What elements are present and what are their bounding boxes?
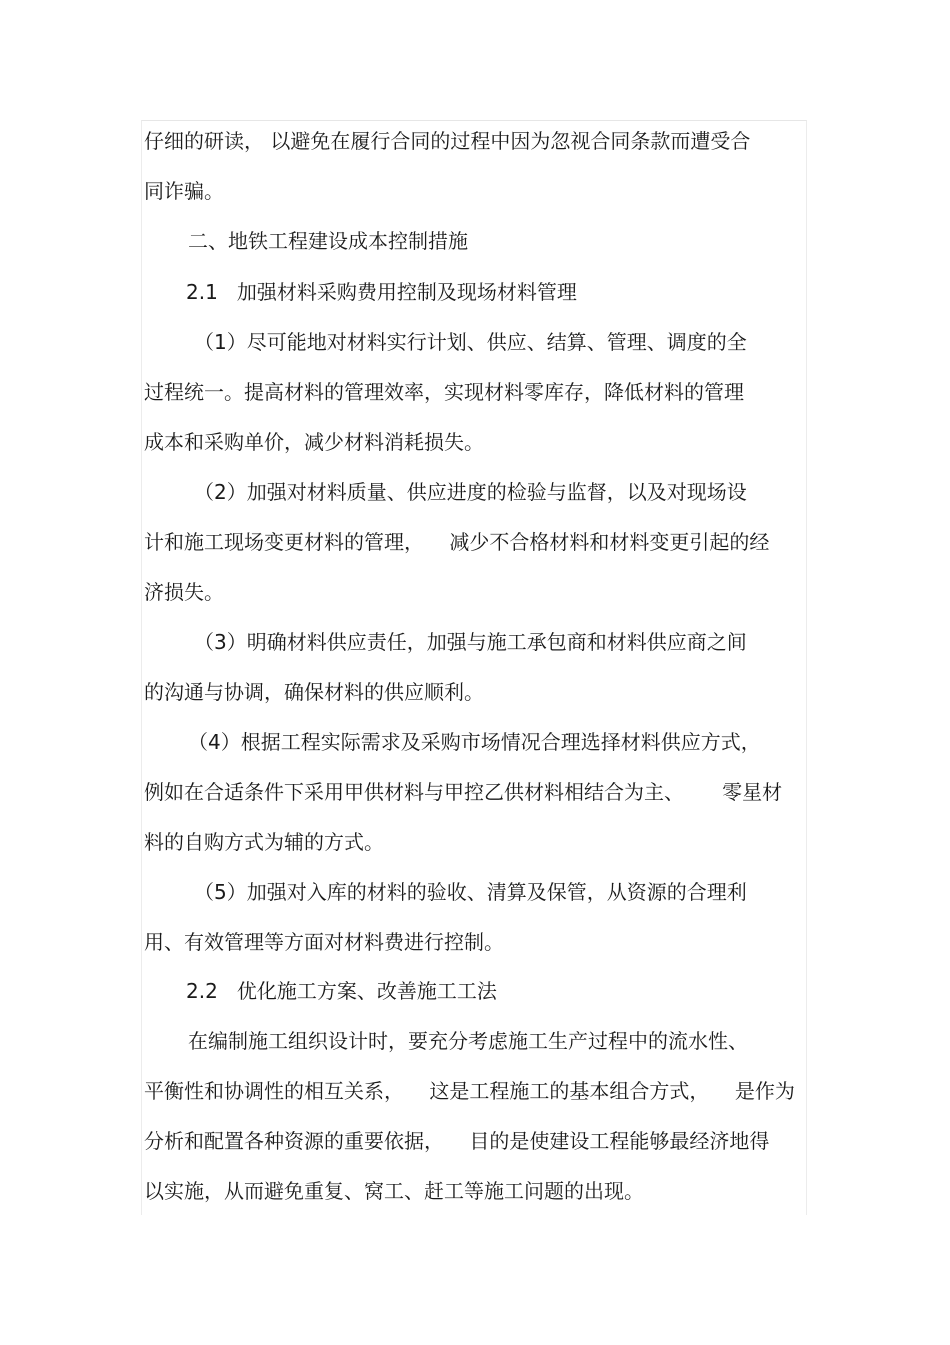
- body-text-line: 以实施，从而避免重复、窝工、赶工等施工问题的出现。: [144, 1179, 644, 1203]
- section-heading: 二、地铁工程建设成本控制措施: [188, 229, 468, 253]
- body-text-line: 过程统一。提高材料的管理效率，实现材料零库存，降低材料的管理: [144, 380, 744, 404]
- body-text-line: （3）明确材料供应责任，加强与施工承包商和材料供应商之间: [194, 630, 747, 654]
- body-text-line: 平衡性和协调性的相互关系， 这是工程施工的基本组合方式， 是作为: [144, 1079, 795, 1103]
- body-text-line: 分析和配置各种资源的重要依据， 目的是使建设工程能够最经济地得: [144, 1129, 770, 1153]
- body-text-line: 计和施工现场变更材料的管理， 减少不合格材料和材料变更引起的经: [144, 530, 770, 554]
- body-text-line: 成本和采购单价，减少材料消耗损失。: [144, 430, 484, 454]
- body-text-line: （4）根据工程实际需求及采购市场情况合理选择材料供应方式，: [188, 730, 761, 754]
- subsection-heading: 2.2 优化施工方案、改善施工工法: [186, 979, 497, 1003]
- body-text-line: 济损失。: [144, 580, 224, 604]
- body-text-line: 例如在合适条件下采用甲供材料与甲控乙供材料相结合为主、 零星材: [144, 780, 783, 804]
- body-text-line: 料的自购方式为辅的方式。: [144, 830, 384, 854]
- body-text-line: （1）尽可能地对材料实行计划、供应、结算、管理、调度的全: [194, 330, 747, 354]
- body-text-line: 的沟通与协调，确保材料的供应顺利。: [144, 680, 484, 704]
- body-text-line: 仔细的研读， 以避免在履行合同的过程中因为忽视合同条款而遭受合: [144, 129, 751, 153]
- body-text-line: 用、有效管理等方面对材料费进行控制。: [144, 930, 504, 954]
- body-text-line: （2）加强对材料质量、供应进度的检验与监督，以及对现场设: [194, 480, 747, 504]
- body-text-line: （5）加强对入库的材料的验收、清算及保管，从资源的合理利: [194, 880, 747, 904]
- body-text-line: 同诈骗。: [144, 179, 224, 203]
- subsection-heading: 2.1 加强材料采购费用控制及现场材料管理: [186, 280, 577, 304]
- body-text-line: 在编制施工组织设计时，要充分考虑施工生产过程中的流水性、: [188, 1029, 748, 1053]
